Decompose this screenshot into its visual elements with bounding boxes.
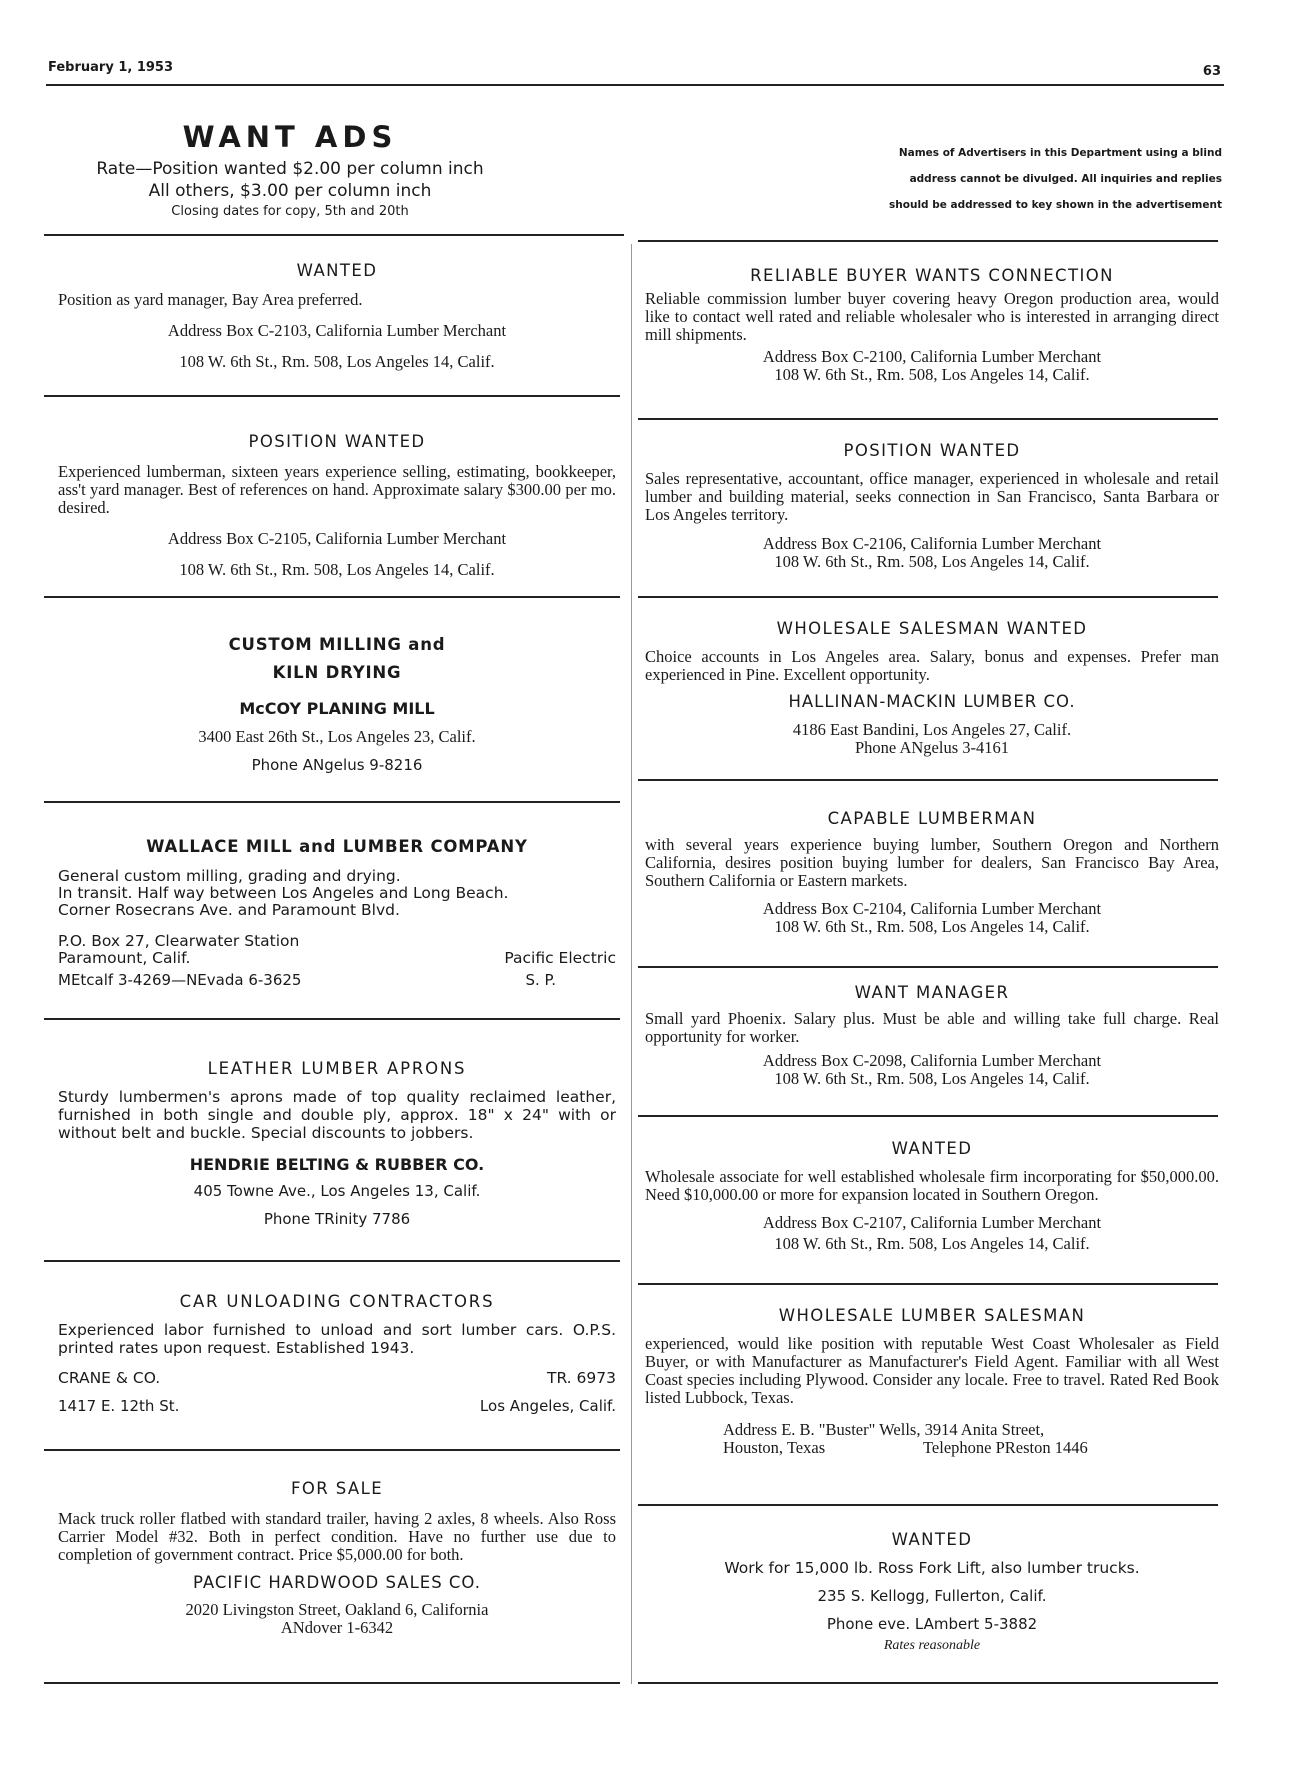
ad-rail-sp: S. P. [525,971,556,989]
ad-heading: WANTED [891,1139,973,1158]
ad-divider [638,418,1218,420]
ad-heading: WANTED [891,1530,973,1549]
ad-phone: Telephone PReston 1446 [923,1438,1088,1457]
ad-address-street: 108 W. 6th St., Rm. 508, Los Angeles 14, Calif. [774,1069,1090,1088]
ad-body: Experienced lumberman, sixteen years experience selling, estimating, bookkeeper, ass't yard manager. Best of references on hand. Approximate salary $300.00 per mo. desired. [58,462,616,517]
notice-line-1: Names of Advertisers in this Department using a blind [898,147,1222,159]
ad-wholesale-salesman-wanted [645,620,1219,757]
ad-po-box: P.O. Box 27, Clearwater Station [58,932,300,950]
header-rule [46,84,1224,86]
ad-divider [44,596,620,598]
ad-note: Rates reasonable [883,1638,981,1653]
ad-address-line: Address Box C-2106, California Lumber Merchant [762,534,1102,553]
ad-leather-aprons [58,1060,616,1228]
advertiser-notice [812,140,1222,218]
ad-address-street: 108 W. 6th St., Rm. 508, Los Angeles 14, Calif. [179,352,495,371]
ad-custom-milling [58,636,616,774]
ad-address-line: Address Box C-2103, California Lumber Merchant [167,321,507,340]
ad-reliable-buyer [645,267,1219,384]
ad-wanted-associate [645,1140,1219,1253]
ad-divider [638,1115,1218,1117]
ad-address-line: Address Box C-2105, California Lumber Merchant [167,529,507,548]
ad-divider [638,1283,1218,1285]
ad-address-street: 108 W. 6th St., Rm. 508, Los Angeles 14, Calif. [774,917,1090,936]
ad-position-wanted-sales [645,442,1219,571]
ad-company: McCOY PLANING MILL [239,699,435,718]
ad-divider [44,801,620,803]
ad-rail-pacific-electric: Pacific Electric [504,949,616,967]
notice-line-3: should be addressed to key shown in the advertisement [889,199,1222,211]
ad-company: HENDRIE BELTING & RUBBER CO. [189,1155,485,1174]
ad-city: Paramount, Calif. [58,949,191,967]
want-ads-heading: WANT ADS [182,120,398,154]
ad-company: PACIFIC HARDWOOD SALES CO. [193,1573,481,1592]
ad-phone: Phone ANgelus 3-4161 [855,738,1009,757]
ad-address-line: Address Box C-2107, California Lumber Merchant [762,1213,1102,1232]
main-rule-right [638,240,1218,242]
ad-body: with several years experience buying lumber, Southern Oregon and Northern California, desires position buying lumber for dealers, San Francisco Bay Area, Southern California or Eastern markets. [645,835,1219,890]
ad-address-line: Address Box C-2098, California Lumber Merchant [762,1051,1102,1070]
ad-wallace-mill [58,838,616,989]
ad-address-line: Address Box C-2104, California Lumber Merchant [762,899,1102,918]
ad-body-line: In transit. Half way between Los Angeles and Long Beach. [58,884,509,902]
ad-want-manager [645,984,1219,1088]
ad-car-unloading [58,1293,616,1415]
column-divider [631,244,632,1684]
ad-heading: POSITION WANTED [843,441,1021,460]
ad-body-line: Corner Rosecrans Ave. and Paramount Blvd. [58,901,400,919]
ad-body: Small yard Phoenix. Salary plus. Must be able and willing take full charge. Real opportunity for worker. [645,1009,1219,1046]
issue-date: February 1, 1953 [48,60,174,75]
ad-for-sale-truck [58,1480,616,1637]
ad-address-street: 1417 E. 12th St. [58,1397,180,1415]
ad-divider [638,779,1218,781]
ad-divider [44,395,620,397]
ad-body: Reliable commission lumber buyer covering heavy Oregon production area, would like to contact well rated and reliable wholesaler who is interested in arranging direct mill shipments. [645,289,1219,344]
ad-heading: CAR UNLOADING CONTRACTORS [179,1292,495,1311]
ad-body-line: General custom milling, grading and drying. [58,867,401,885]
ad-company: CRANE & CO. [58,1369,161,1387]
ad-address-street: 3400 East 26th St., Los Angeles 23, Calif. [198,727,476,746]
ad-heading: CUSTOM MILLING and [228,635,446,654]
want-ads-title-block [50,120,530,222]
ad-divider [44,1682,620,1684]
ad-company: HALLINAN-MACKIN LUMBER CO. [788,692,1076,711]
ad-address-line: Address E. B. "Buster" Wells, 3914 Anita Street, [723,1420,1045,1439]
ad-address-street: 108 W. 6th St., Rm. 508, Los Angeles 14, Calif. [179,560,495,579]
ad-body: Wholesale associate for well established wholesale firm incorporating for $50,000.00. Need $10,000.00 or more for expansion located in Southern Oregon. [645,1167,1219,1204]
notice-line-2: address cannot be divulged. All inquiries and replies [909,173,1222,185]
ad-divider [44,1449,620,1451]
ad-address-street: 108 W. 6th St., Rm. 508, Los Angeles 14, Calif. [774,552,1090,571]
ad-divider [44,1260,620,1262]
ad-phone: Phone TRinity 7786 [263,1210,411,1228]
ad-body: Position as yard manager, Bay Area preferred. [58,290,363,309]
ad-city: Houston, Texas [723,1438,826,1457]
ad-capable-lumberman [645,810,1219,936]
ad-divider [638,1682,1218,1684]
ad-heading: RELIABLE BUYER WANTS CONNECTION [750,266,1114,285]
ad-heading: FOR SALE [290,1479,384,1498]
ad-divider [638,596,1218,598]
ad-address-street: 2020 Livingston Street, Oakland 6, California [185,1600,489,1619]
ad-divider [638,966,1218,968]
ad-body: Mack truck roller flatbed with standard trailer, having 2 axles, 8 wheels. Also Ross Carrier Model #32. Both in perfect condition. Have no further use due to completion of government contract. Price $5,000.00 for both. [58,1509,616,1564]
ad-phone: ANdover 1-6342 [280,1618,394,1637]
ad-city: Los Angeles, Calif. [479,1397,616,1415]
ad-address-street: 235 S. Kellogg, Fullerton, Calif. [817,1587,1047,1605]
ad-heading: POSITION WANTED [248,432,426,451]
ad-body: Sturdy lumbermen's aprons made of top quality reclaimed leather, furnished in both single and double ply, approx. 18" x 24" with or without belt and buckle. Special discounts to jobbers. [58,1088,616,1142]
ad-heading: WALLACE MILL and LUMBER COMPANY [146,837,528,856]
ad-address-street: 108 W. 6th St., Rm. 508, Los Angeles 14, Calif. [774,365,1090,384]
ad-body: Work for 15,000 lb. Ross Fork Lift, also lumber trucks. [724,1559,1140,1577]
ad-position-wanted-lumberman [58,433,616,579]
ad-heading: WHOLESALE SALESMAN WANTED [776,619,1088,638]
ad-phone: Phone eve. LAmbert 5-3882 [826,1615,1038,1633]
ad-phone: TR. 6973 [547,1369,616,1387]
ad-heading: WANT MANAGER [854,983,1010,1002]
ad-heading: WANTED [296,261,378,280]
ad-divider [44,1018,620,1020]
ad-heading: CAPABLE LUMBERMAN [827,809,1037,828]
main-rule-left [44,234,624,236]
ad-address-street: 405 Towne Ave., Los Angeles 13, Calif. [193,1182,481,1200]
closing-dates: Closing dates for copy, 5th and 20th [171,204,409,219]
ad-address-street: 108 W. 6th St., Rm. 508, Los Angeles 14, Calif. [774,1234,1090,1253]
ad-heading: LEATHER LUMBER APRONS [207,1059,467,1078]
ad-body: experienced, would like position with reputable West Coast Wholesaler as Field Buyer, or with Manufacturer as Manufacturer's Field Agent. Familiar with all West Coast species including Plywood. Consider any locale. Free to travel. Rated Red Book listed Lubbock, Texas. [645,1334,1219,1407]
ad-wholesale-lumber-salesman [645,1307,1219,1457]
ad-address-line: Address Box C-2100, California Lumber Merchant [762,347,1102,366]
rate-line-others: All others, $3.00 per column inch [148,181,432,201]
ad-wanted-fork-lift [645,1531,1219,1655]
ad-wanted-yard-manager [58,262,616,371]
ad-body: Sales representative, accountant, office manager, experienced in wholesale and retail lumber and building material, seeks connection in San Francisco, Santa Barbara or Los Angeles territory. [645,469,1219,524]
ad-phones: MEtcalf 3-4269—NEvada 6-3625 [58,971,302,989]
ad-body: Experienced labor furnished to unload and sort lumber cars. O.P.S. printed rates upon request. Established 1943. [58,1321,616,1357]
ad-divider [638,1504,1218,1506]
ad-address-street: 4186 East Bandini, Los Angeles 27, Calif. [792,720,1072,739]
ad-heading-2: KILN DRYING [272,663,402,682]
rate-line-position: Rate—Position wanted $2.00 per column inch [96,159,484,179]
ad-body: Choice accounts in Los Angeles area. Salary, bonus and expenses. Prefer man experienced in Pine. Excellent opportunity. [645,647,1219,684]
page-number: 63 [1202,64,1221,79]
ad-phone: Phone ANgelus 9-8216 [251,756,423,774]
ad-heading: WHOLESALE LUMBER SALESMAN [778,1306,1086,1325]
